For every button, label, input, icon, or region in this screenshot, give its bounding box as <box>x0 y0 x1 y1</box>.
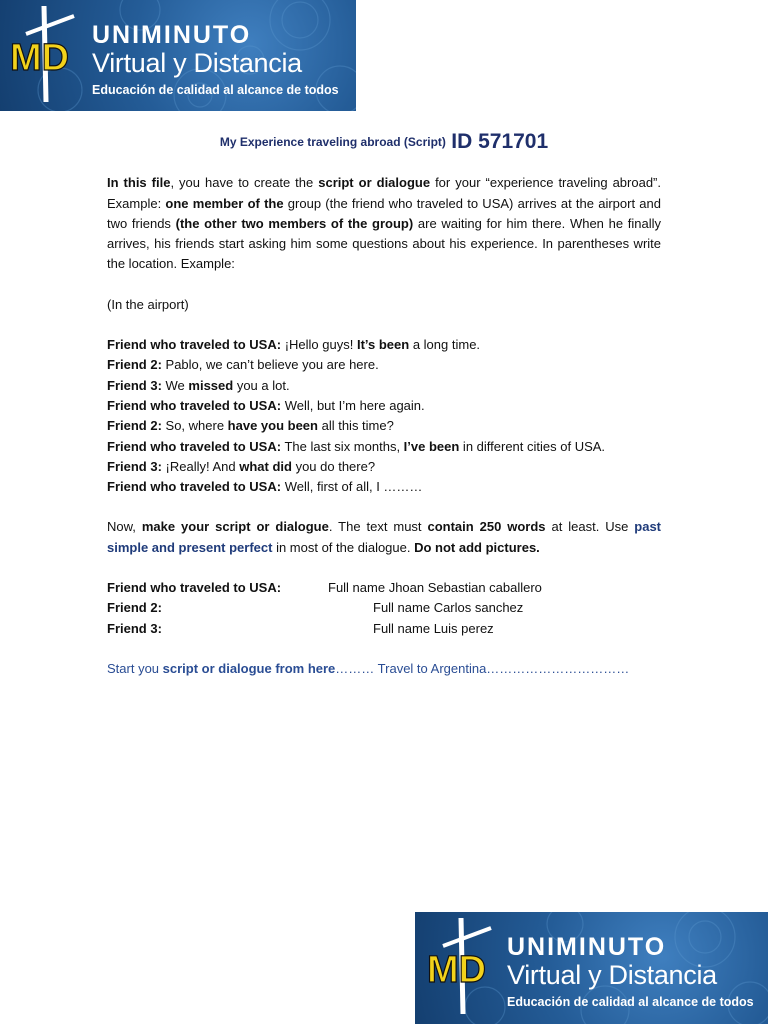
name-value: Full name Luis perez <box>373 620 494 636</box>
line-text: So, where <box>161 418 228 434</box>
line-text: The last six months, <box>281 438 404 454</box>
dialogue-line <box>107 376 661 396</box>
document-body <box>107 132 661 692</box>
brand-subtitle: Virtual y Distancia <box>92 48 302 78</box>
line-text: ¡Really! And <box>161 458 240 474</box>
name-row <box>107 598 661 618</box>
title-id: ID 571701 <box>451 130 549 153</box>
intro-bold-3: script or dialogue <box>318 175 431 191</box>
dialogue-example <box>107 335 661 497</box>
footer-banner <box>415 912 768 1024</box>
intro-bold-5: one member of the <box>165 195 284 211</box>
line-text: you do there? <box>291 458 376 474</box>
logo-letters: MD <box>427 949 487 991</box>
line-emphasis: have you been <box>227 418 318 434</box>
uniminuto-logo-icon <box>6 4 84 104</box>
brand-tagline: Educación de calidad al alcance de todos <box>507 995 754 1009</box>
speaker: Friend 2: <box>107 418 162 434</box>
brand-tagline: Educación de calidad al alcance de todos <box>92 83 339 97</box>
speaker: Friend 3: <box>107 377 162 393</box>
line-text: all this time? <box>317 418 394 434</box>
line-emphasis: missed <box>188 377 234 393</box>
name-row <box>107 619 661 639</box>
brand-text <box>507 934 754 1010</box>
line-emphasis: I’ve been <box>403 438 460 454</box>
instructions-paragraph <box>107 517 661 558</box>
brand-text <box>92 22 339 98</box>
brand-name: UNIMINUTO <box>92 21 252 49</box>
dialogue-line <box>107 477 661 497</box>
logo-letters: MD <box>10 37 70 79</box>
start-bold-2: script or dialogue from here <box>162 660 336 676</box>
name-label: Friend 3: <box>107 620 162 636</box>
start-text-3: ……… Travel to Argentina…………………………… <box>335 660 630 676</box>
line-text: a long time. <box>409 337 481 353</box>
line-emphasis: what did <box>239 458 292 474</box>
speaker: Friend 2: <box>107 357 162 373</box>
instr-bold-8: Do not add pictures. <box>414 539 540 555</box>
intro-bold-1: In this file <box>107 175 171 191</box>
speaker: Friend who traveled to USA: <box>107 397 282 413</box>
line-text: in different cities of USA. <box>459 438 606 454</box>
intro-text-8: are waiting for him there. When he finally arrives, his friends start asking him some questions about his experience. In parentheses write the location. Example: <box>107 215 661 272</box>
name-label: Friend 2: <box>107 600 162 616</box>
instr-highlight-6: past simple and present perfect <box>107 519 662 555</box>
name-value: Full name Jhoan Sebastian caballero <box>328 580 542 596</box>
intro-text-4: for your “experience traveling abroad”. Example: <box>107 175 661 211</box>
start-text-1: Start you <box>107 660 163 676</box>
brand-subtitle: Virtual y Distancia <box>507 960 717 990</box>
brand-name: UNIMINUTO <box>507 933 667 961</box>
dialogue-line <box>107 355 661 375</box>
instr-text-3: . The text must <box>328 519 428 535</box>
title-text: My Experience traveling abroad (Script) <box>219 135 446 149</box>
speaker: Friend 3: <box>107 458 162 474</box>
line-text: Well, but I’m here again. <box>281 397 425 413</box>
name-label: Friend who traveled to USA: <box>107 580 282 596</box>
speaker: Friend who traveled to USA: <box>107 337 282 353</box>
instr-text-1: Now, <box>107 519 142 535</box>
speaker: Friend who traveled to USA: <box>107 479 282 495</box>
uniminuto-logo-icon <box>423 916 501 1016</box>
header-banner <box>0 0 356 111</box>
intro-text-2: , you have to create the <box>170 175 319 191</box>
line-text: We <box>161 377 189 393</box>
line-emphasis: It’s been <box>356 337 410 353</box>
instr-bold-2: make your script or dialogue <box>141 519 329 535</box>
dialogue-line <box>107 457 661 477</box>
intro-bold-7: (the other two members of the group) <box>175 215 414 231</box>
name-row <box>107 578 661 598</box>
instr-text-5: at least. Use <box>545 519 635 535</box>
instr-text-7: in most of the dialogue. <box>272 539 415 555</box>
instr-bold-4: contain 250 words <box>427 519 546 535</box>
intro-paragraph <box>107 173 661 274</box>
dialogue-line <box>107 396 661 416</box>
name-value: Full name Carlos sanchez <box>373 600 524 616</box>
line-text: you a lot. <box>233 377 290 393</box>
line-text: Pablo, we can’t believe you are here. <box>161 357 379 373</box>
location-note: (In the airport) <box>107 296 189 312</box>
dialogue-line <box>107 416 661 436</box>
line-text: Well, first of all, I ……… <box>281 479 423 495</box>
document-title <box>107 132 661 152</box>
start-line <box>107 659 661 679</box>
speaker: Friend who traveled to USA: <box>107 438 282 454</box>
intro-text-6: group (the friend who traveled to USA) arrives at the airport and two friends <box>107 195 661 231</box>
dialogue-line <box>107 437 661 457</box>
line-text: ¡Hello guys! <box>281 337 357 353</box>
dialogue-line <box>107 335 661 355</box>
participant-names <box>107 578 661 639</box>
